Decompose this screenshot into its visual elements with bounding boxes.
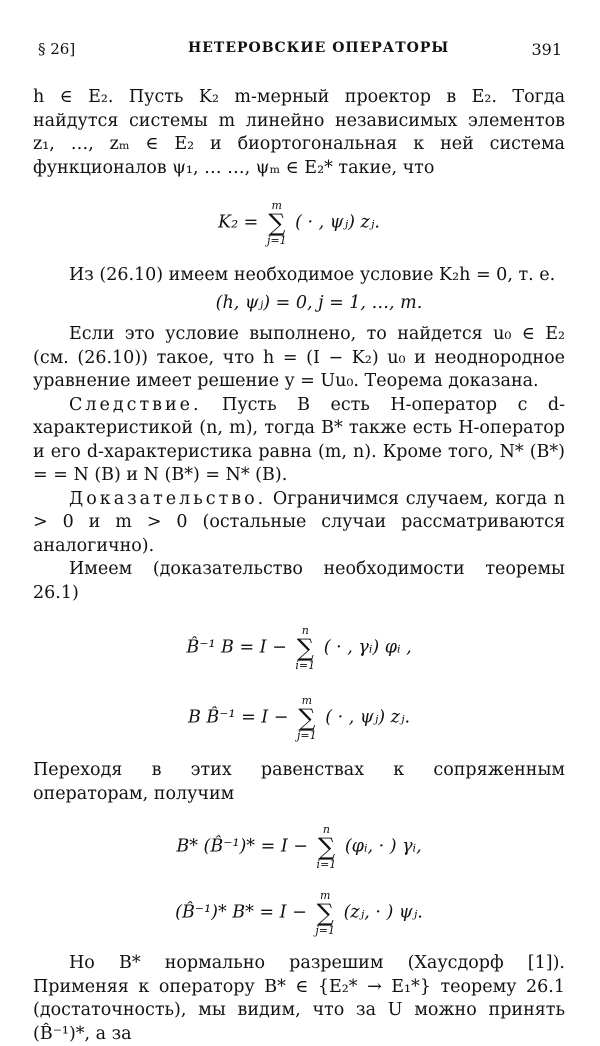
sigma-symbol: ∑ xyxy=(316,899,334,927)
paragraph-3: Если это условие выполнено, то найдется u₀ ∈ E₂ (см. (26.10)) такое, что h = (I − K₂) u₀ и неоднородное уравнение имеет решение y = Uu₀. Теорема доказана. xyxy=(33,324,565,391)
formula-5-left: B* (B̂⁻¹)* = I − xyxy=(176,836,308,857)
paragraph-2: Из (26.10) имеем необходимое условие K₂h = 0, т. е. xyxy=(69,265,556,285)
sum-operator xyxy=(315,890,335,936)
sum-operator xyxy=(317,824,337,870)
sum-operator xyxy=(295,625,315,671)
sigma-symbol: ∑ xyxy=(298,704,316,732)
sigma-symbol: ∑ xyxy=(268,209,286,237)
formula-adjoint-2 xyxy=(33,882,565,952)
chapter-title: НЕТЕРОВСКИЕ ОПЕРАТОРЫ xyxy=(188,40,450,56)
formula-6-right: (zⱼ, · ) ψⱼ. xyxy=(343,902,423,923)
paragraph-6: Имеем (доказательство необходимости теоремы 26.1) xyxy=(33,559,565,603)
running-header xyxy=(38,40,562,64)
sum-lower-limit: i=1 xyxy=(316,858,337,871)
sigma-symbol: ∑ xyxy=(317,833,335,861)
formula-3-right: ( · , γᵢ) φᵢ , xyxy=(323,637,412,658)
sum-upper-limit: m xyxy=(319,889,331,902)
page-number: 391 xyxy=(531,40,562,59)
corollary-heading: Следствие. xyxy=(69,394,202,415)
formula-orthogonality: (h, ψⱼ) = 0, j = 1, …, m. xyxy=(215,292,423,313)
section-ref: § 26] xyxy=(38,40,76,58)
paragraph-1: h ∈ E₂. Пусть K₂ m-мерный проектор в E₂. Тогда найдутся системы m линейно независимых элементов z₁, …, zₘ ∈ E₂ и биортогональная к ней система функционалов ψ₁, … …, ψₘ ∈ E₂* такие, что xyxy=(33,87,565,178)
paragraph-8: Но B* нормально разрешим (Хаусдорф [1]). Применяя к оператору B* ∈ {E₂* → E₁*} теорему 26.1 (достаточность), мы видим, что за U можно принять (B̂⁻¹)*, а за xyxy=(33,953,565,1044)
sum-lower-limit: j=1 xyxy=(297,729,317,742)
sum-lower-limit: j=1 xyxy=(315,924,336,937)
formula-left-inverse xyxy=(33,605,565,685)
page-body xyxy=(33,86,565,1046)
formula-4-right: ( · , ψⱼ) zⱼ. xyxy=(325,707,411,728)
sum-upper-limit: n xyxy=(301,624,309,637)
formula-6-left: (B̂⁻¹)* B* = I − xyxy=(175,902,307,923)
sum-upper-limit: n xyxy=(322,823,330,836)
formula-3-left: B̂⁻¹ B = I − xyxy=(186,637,287,658)
formula-right-inverse xyxy=(33,685,565,759)
paragraph-7: Переходя в этих равенствах к сопряженным операторам, получим xyxy=(33,760,565,804)
sum-operator xyxy=(267,200,287,246)
formula-5-right: (φᵢ, · ) γᵢ, xyxy=(344,836,422,857)
formula-k2-projector xyxy=(33,180,565,264)
sigma-symbol: ∑ xyxy=(296,634,314,662)
corollary-text: Пусть B есть H-оператор с d-характеристикой (n, m), тогда B* также есть H-оператор и его d-характеристика равна (m, n). Кроме того, N* (B*) = = N (B) и N (B*) = N* (B). xyxy=(33,394,565,485)
proof-heading: Доказательство. xyxy=(69,488,267,509)
formula-k2-right: ( · , ψⱼ) zⱼ. xyxy=(295,212,380,233)
sum-lower-limit: i=1 xyxy=(295,659,316,672)
sum-operator xyxy=(297,695,317,741)
proof-text: Ограничимся случаем, когда n > 0 и m > 0 (остальные случаи рассматриваются аналогично). xyxy=(33,488,565,556)
formula-k2-left: K₂ = xyxy=(218,212,259,233)
proof-paragraph xyxy=(33,488,565,559)
formula-4-left: B B̂⁻¹ = I − xyxy=(187,707,289,728)
sum-upper-limit: m xyxy=(301,694,313,707)
sum-upper-limit: m xyxy=(271,199,282,212)
sum-lower-limit: j=1 xyxy=(266,234,287,247)
formula-adjoint-1 xyxy=(33,806,565,882)
corollary-paragraph xyxy=(33,394,565,488)
